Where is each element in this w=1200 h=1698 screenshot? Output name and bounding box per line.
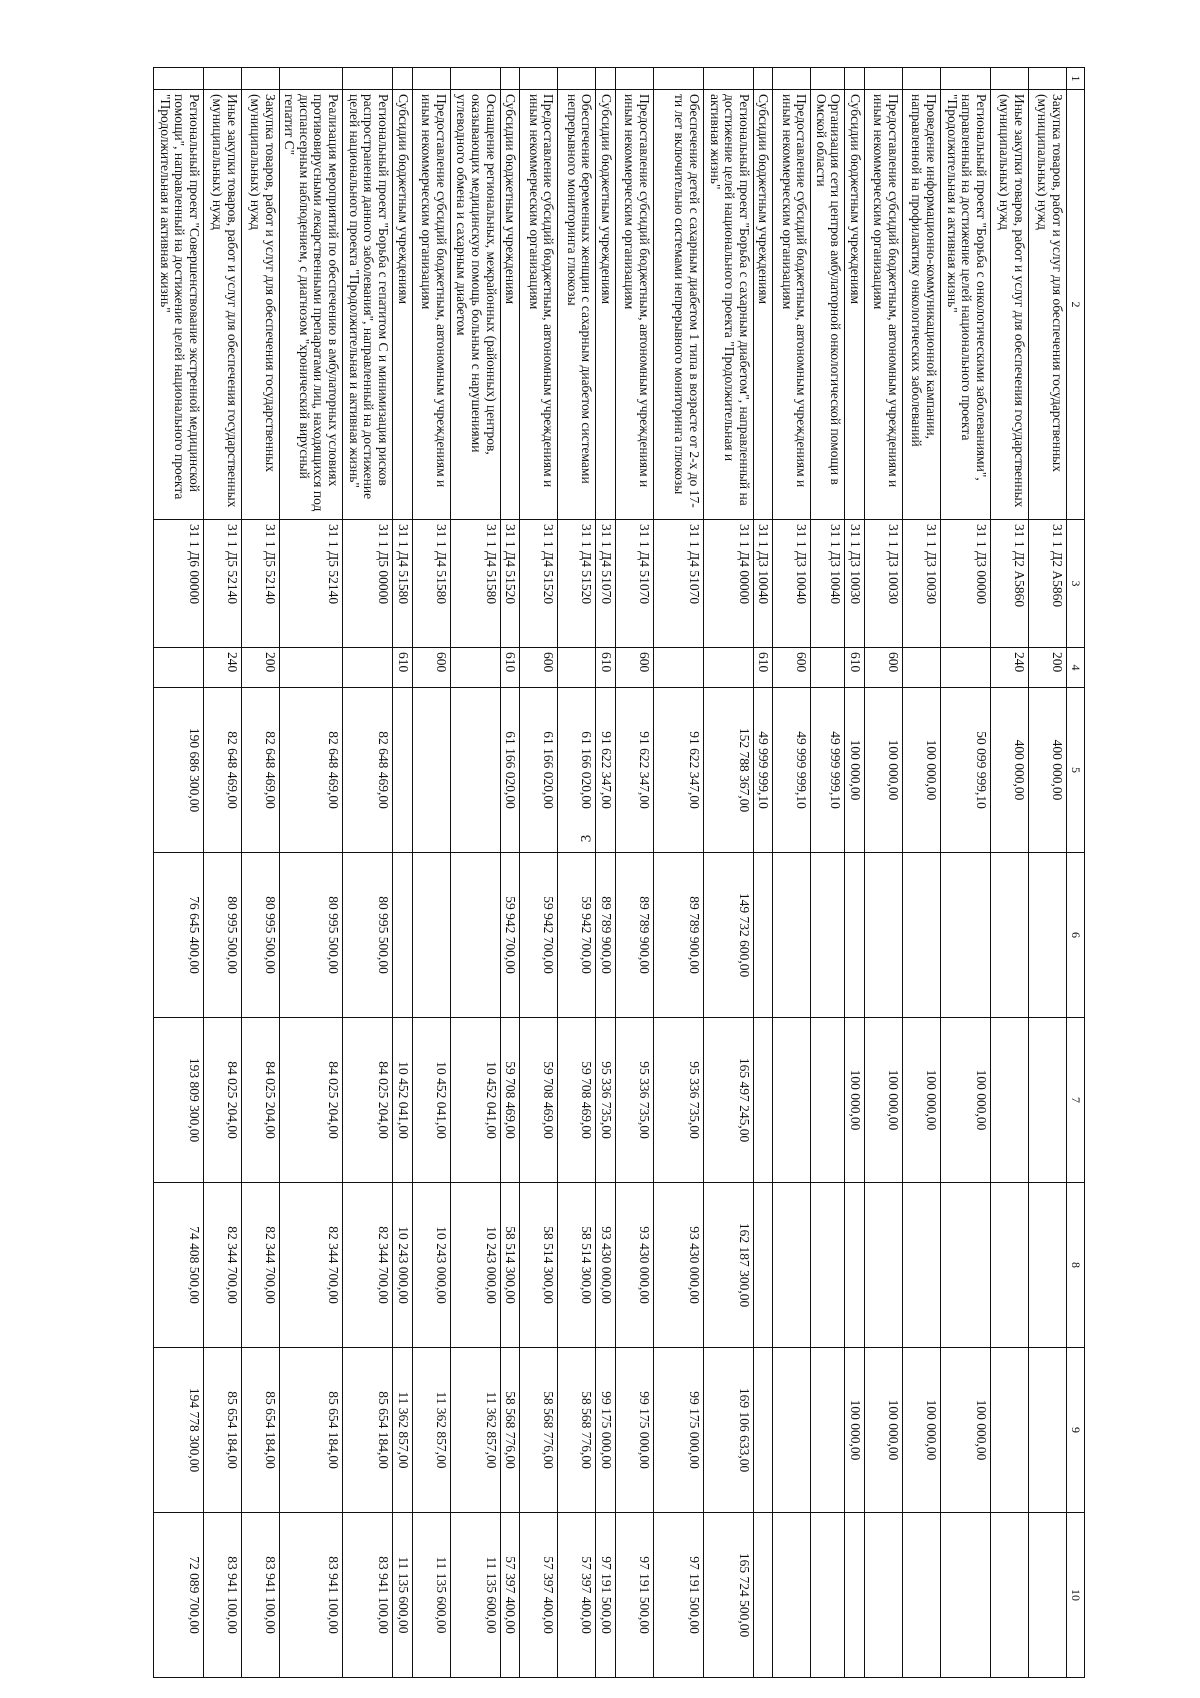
table-row (941, 68, 991, 1678)
classification-code: 31 1 Д4 51070 (596, 520, 616, 648)
table-row (153, 68, 203, 1678)
amount-col8: 58 514 300,00 (520, 1183, 558, 1348)
amount-col8: 10 243 000,00 (450, 1183, 500, 1348)
expense-type-code (903, 648, 941, 688)
classification-code: 31 1 Д3 10040 (773, 520, 811, 648)
classification-code: 31 1 Д2 А5860 (1029, 520, 1067, 648)
table-row (343, 68, 393, 1678)
amount-col9: 11 362 857,00 (412, 1348, 450, 1513)
amount-col6 (393, 853, 413, 1018)
expense-type-code: 600 (412, 648, 450, 688)
table-row (596, 68, 616, 1678)
amount-col9 (991, 1348, 1029, 1513)
amount-col6: 76 645 400,00 (153, 853, 203, 1018)
amount-col7: 84 025 204,00 (203, 1018, 241, 1183)
table-row (865, 68, 903, 1678)
amount-col10 (845, 1513, 865, 1678)
table-row (773, 68, 811, 1678)
table-row (520, 68, 558, 1678)
amount-col7: 165 497 245,00 (703, 1018, 753, 1183)
item-name: Предоставление субсидий бюджетным, автономным учреждениям и иным некоммерческим организациям (412, 90, 450, 520)
amount-col5: 82 648 469,00 (279, 688, 342, 853)
expense-type-code: 610 (596, 648, 616, 688)
row-number-cell (500, 68, 520, 90)
amount-col7: 84 025 204,00 (241, 1018, 279, 1183)
amount-col6: 59 942 700,00 (500, 853, 520, 1018)
amount-col6 (991, 853, 1029, 1018)
expense-type-code (941, 648, 991, 688)
amount-col9 (811, 1348, 845, 1513)
amount-col9 (1029, 1348, 1067, 1513)
table-row (500, 68, 520, 1678)
amount-col10: 97 191 500,00 (615, 1513, 653, 1678)
expense-type-code: 600 (773, 648, 811, 688)
classification-code: 31 1 Д6 00000 (153, 520, 203, 648)
column-number: 6 (1067, 853, 1085, 1018)
amount-col7: 59 708 469,00 (500, 1018, 520, 1183)
item-name: Субсидии бюджетным учреждениям (393, 90, 413, 520)
classification-code: 31 1 Д4 51070 (653, 520, 703, 648)
amount-col7: 10 452 041,00 (450, 1018, 500, 1183)
column-number: 4 (1067, 648, 1085, 688)
amount-col7 (753, 1018, 773, 1183)
row-number-cell (203, 68, 241, 90)
amount-col10 (1029, 1513, 1067, 1678)
column-number-header (1067, 68, 1085, 1678)
expense-type-code (703, 648, 753, 688)
classification-code: 31 1 Д3 10030 (845, 520, 865, 648)
amount-col5 (412, 688, 450, 853)
amount-col5: 82 648 469,00 (241, 688, 279, 853)
amount-col8: 162 187 300,00 (703, 1183, 753, 1348)
amount-col8 (753, 1183, 773, 1348)
item-name: Региональный проект "Борьба с сахарным диабетом", направленный на достижение целей национального проекта "Продолжительная и активная жизнь" (703, 90, 753, 520)
item-name: Субсидии бюджетным учреждениям (753, 90, 773, 520)
amount-col10 (941, 1513, 991, 1678)
amount-col9: 58 568 776,00 (500, 1348, 520, 1513)
rotated-table-container (75, 67, 1085, 1677)
classification-code: 31 1 Д4 51580 (450, 520, 500, 648)
amount-col6 (753, 853, 773, 1018)
amount-col10 (753, 1513, 773, 1678)
amount-col10 (903, 1513, 941, 1678)
table-row (279, 68, 342, 1678)
classification-code: 31 1 Д4 51520 (500, 520, 520, 648)
amount-col5: 61 166 020,00 (558, 688, 596, 853)
row-number-cell (753, 68, 773, 90)
amount-col6: 59 942 700,00 (520, 853, 558, 1018)
expense-type-code (811, 648, 845, 688)
amount-col7 (811, 1018, 845, 1183)
amount-col9: 100 000,00 (845, 1348, 865, 1513)
expense-type-code: 610 (500, 648, 520, 688)
amount-col6: 89 789 900,00 (615, 853, 653, 1018)
row-number-cell (703, 68, 753, 90)
amount-col10 (865, 1513, 903, 1678)
expense-type-code: 610 (393, 648, 413, 688)
classification-code: 31 1 Д5 52140 (203, 520, 241, 648)
table-row (811, 68, 845, 1678)
amount-col8: 93 430 000,00 (596, 1183, 616, 1348)
amount-col6: 59 942 700,00 (558, 853, 596, 1018)
amount-col10: 97 191 500,00 (653, 1513, 703, 1678)
expense-type-code (343, 648, 393, 688)
expense-type-code: 600 (520, 648, 558, 688)
amount-col8 (941, 1183, 991, 1348)
amount-col10: 57 397 400,00 (558, 1513, 596, 1678)
row-number-cell (845, 68, 865, 90)
item-name: Организация сети центров амбулаторной онкологической помощи в Омской области (811, 90, 845, 520)
amount-col6 (773, 853, 811, 1018)
table-row (903, 68, 941, 1678)
item-name: Иные закупки товаров, работ и услуг для обеспечения государственных (муниципальных) нужд (203, 90, 241, 520)
amount-col6 (865, 853, 903, 1018)
item-name: Региональный проект "Совершенствование экстренной медицинской помощи", направленный на достижение целей национального проекта "Продолжительная и активная жизнь" (153, 90, 203, 520)
column-number: 3 (1067, 520, 1085, 648)
amount-col5 (393, 688, 413, 853)
item-name: Проведение информационно-коммуникационной кампании, направленной на профилактику онкологических заболеваний (903, 90, 941, 520)
item-name: Закупка товаров, работ и услуг для обеспечения государственных (муниципальных) нужд (1029, 90, 1067, 520)
item-name: Обеспечение беременных женщин с сахарным диабетом системами непрерывного мониторинга глюкозы (558, 90, 596, 520)
row-number-cell (153, 68, 203, 90)
amount-col5: 49 999 999,10 (773, 688, 811, 853)
amount-col7: 193 809 300,00 (153, 1018, 203, 1183)
amount-col8: 82 344 700,00 (279, 1183, 342, 1348)
expense-type-code: 200 (241, 648, 279, 688)
amount-col6: 89 789 900,00 (596, 853, 616, 1018)
amount-col5 (450, 688, 500, 853)
amount-col8: 82 344 700,00 (241, 1183, 279, 1348)
item-name: Предоставление субсидий бюджетным, автономным учреждениям и иным некоммерческим организациям (615, 90, 653, 520)
amount-col7: 59 708 469,00 (520, 1018, 558, 1183)
amount-col9: 100 000,00 (903, 1348, 941, 1513)
classification-code: 31 1 Д4 51070 (615, 520, 653, 648)
amount-col10: 83 941 100,00 (241, 1513, 279, 1678)
amount-col8: 93 430 000,00 (615, 1183, 653, 1348)
amount-col7: 100 000,00 (865, 1018, 903, 1183)
amount-col10: 57 397 400,00 (500, 1513, 520, 1678)
table-row (241, 68, 279, 1678)
table-row (412, 68, 450, 1678)
amount-col8: 10 243 000,00 (412, 1183, 450, 1348)
table-row (558, 68, 596, 1678)
classification-code: 31 1 Д5 52140 (279, 520, 342, 648)
classification-code: 31 1 Д4 51520 (520, 520, 558, 648)
amount-col10: 57 397 400,00 (520, 1513, 558, 1678)
column-number: 9 (1067, 1348, 1085, 1513)
item-name: Иные закупки товаров, работ и услуг для обеспечения государственных (муниципальных) нужд (991, 90, 1029, 520)
table-row (203, 68, 241, 1678)
amount-col9: 99 175 000,00 (596, 1348, 616, 1513)
amount-col8 (865, 1183, 903, 1348)
amount-col5: 400 000,00 (1029, 688, 1067, 853)
item-name: Предоставление субсидий бюджетным, автономным учреждениям и иным некоммерческим организациям (773, 90, 811, 520)
amount-col9: 100 000,00 (865, 1348, 903, 1513)
amount-col9 (753, 1348, 773, 1513)
item-name: Реализация мероприятий по обеспечению в амбулаторных условиях противовирусными лекарственными препаратами лиц, находящихся под диспансерным наблюдением, с диагнозом "хронический вирусный гепатит С" (279, 90, 342, 520)
amount-col9: 99 175 000,00 (615, 1348, 653, 1513)
row-number-cell (450, 68, 500, 90)
amount-col9: 85 654 184,00 (343, 1348, 393, 1513)
amount-col6 (941, 853, 991, 1018)
amount-col10 (991, 1513, 1029, 1678)
amount-col10: 83 941 100,00 (279, 1513, 342, 1678)
table-row (1029, 68, 1067, 1678)
table-body (153, 68, 1066, 1678)
row-number-cell (520, 68, 558, 90)
amount-col10 (811, 1513, 845, 1678)
amount-col10: 165 724 500,00 (703, 1513, 753, 1678)
amount-col7: 95 336 735,00 (615, 1018, 653, 1183)
amount-col9: 100 000,00 (941, 1348, 991, 1513)
amount-col9: 58 568 776,00 (558, 1348, 596, 1513)
amount-col7 (991, 1018, 1029, 1183)
table-row (991, 68, 1029, 1678)
row-number-cell (393, 68, 413, 90)
amount-col9: 85 654 184,00 (279, 1348, 342, 1513)
amount-col8 (811, 1183, 845, 1348)
table-row (845, 68, 865, 1678)
item-name: Субсидии бюджетным учреждениям (596, 90, 616, 520)
column-number: 5 (1067, 688, 1085, 853)
amount-col7: 84 025 204,00 (343, 1018, 393, 1183)
amount-col9: 11 362 857,00 (450, 1348, 500, 1513)
expense-type-code: 240 (203, 648, 241, 688)
amount-col7: 84 025 204,00 (279, 1018, 342, 1183)
table-row (450, 68, 500, 1678)
amount-col8 (845, 1183, 865, 1348)
amount-col9: 85 654 184,00 (203, 1348, 241, 1513)
classification-code: 31 1 Д3 10030 (903, 520, 941, 648)
amount-col7 (1029, 1018, 1067, 1183)
amount-col6 (903, 853, 941, 1018)
expense-type-code (279, 648, 342, 688)
amount-col8 (903, 1183, 941, 1348)
amount-col5: 82 648 469,00 (343, 688, 393, 853)
amount-col10: 11 135 600,00 (393, 1513, 413, 1678)
table-row (393, 68, 413, 1678)
row-number-cell (558, 68, 596, 90)
amount-col7: 10 452 041,00 (412, 1018, 450, 1183)
amount-col10: 83 941 100,00 (343, 1513, 393, 1678)
amount-col5: 400 000,00 (991, 688, 1029, 853)
column-number: 1 (1067, 68, 1085, 90)
amount-col8: 10 243 000,00 (393, 1183, 413, 1348)
amount-col9: 169 106 633,00 (703, 1348, 753, 1513)
amount-col6: 80 995 500,00 (203, 853, 241, 1018)
column-number: 7 (1067, 1018, 1085, 1183)
amount-col5: 190 686 300,00 (153, 688, 203, 853)
amount-col6 (811, 853, 845, 1018)
expense-type-code (153, 648, 203, 688)
classification-code: 31 1 Д3 00000 (941, 520, 991, 648)
amount-col8: 82 344 700,00 (203, 1183, 241, 1348)
amount-col8: 58 514 300,00 (500, 1183, 520, 1348)
amount-col9: 11 362 857,00 (393, 1348, 413, 1513)
amount-col6 (412, 853, 450, 1018)
amount-col9: 194 778 300,00 (153, 1348, 203, 1513)
amount-col9: 58 568 776,00 (520, 1348, 558, 1513)
row-number-cell (241, 68, 279, 90)
row-number-cell (903, 68, 941, 90)
expense-type-code: 610 (753, 648, 773, 688)
amount-col5: 100 000,00 (865, 688, 903, 853)
item-name: Обеспечение детей с сахарным диабетом 1 типа в возрасте от 2-х до 17-ти лет включительно системами непрерывного мониторинга глюкозы (653, 90, 703, 520)
amount-col10: 72 089 700,00 (153, 1513, 203, 1678)
amount-col5: 61 166 020,00 (500, 688, 520, 853)
amount-col8: 58 514 300,00 (558, 1183, 596, 1348)
row-number-cell (279, 68, 342, 90)
amount-col7: 10 452 041,00 (393, 1018, 413, 1183)
amount-col7: 95 336 735,00 (596, 1018, 616, 1183)
classification-code: 31 1 Д5 00000 (343, 520, 393, 648)
amount-col7: 100 000,00 (941, 1018, 991, 1183)
item-name: Закупка товаров, работ и услуг для обеспечения государственных (муниципальных) нужд (241, 90, 279, 520)
classification-code: 31 1 Д4 51580 (393, 520, 413, 648)
amount-col5: 61 166 020,00 (520, 688, 558, 853)
amount-col9 (773, 1348, 811, 1513)
classification-code: 31 1 Д4 51580 (412, 520, 450, 648)
item-name: Предоставление субсидий бюджетным, автономным учреждениям и иным некоммерческим организациям (520, 90, 558, 520)
amount-col5: 50 099 999,10 (941, 688, 991, 853)
amount-col8 (773, 1183, 811, 1348)
item-name: Оснащение региональных, межрайонных (районных) центров, оказывающих медицинскую помощь больным с нарушениями углеводного обмена и сахарным диабетом (450, 90, 500, 520)
row-number-cell (865, 68, 903, 90)
amount-col9: 99 175 000,00 (653, 1348, 703, 1513)
item-name: Региональный проект "Борьба с гепатитом С и минимизация рисков распространения данного заболевания", направленный на достижение целей национального проекта "Продолжительная и активная жизнь" (343, 90, 393, 520)
amount-col7: 95 336 735,00 (653, 1018, 703, 1183)
item-name: Региональный проект "Борьба с онкологическими заболеваниями", направленный на достижение целей национального проекта "Продолжительная и активная жизнь" (941, 90, 991, 520)
expense-type-code (450, 648, 500, 688)
row-number-cell (615, 68, 653, 90)
amount-col5: 82 648 469,00 (203, 688, 241, 853)
amount-col6: 80 995 500,00 (279, 853, 342, 1018)
amount-col5: 100 000,00 (845, 688, 865, 853)
row-number-cell (596, 68, 616, 90)
amount-col5: 91 622 347,00 (653, 688, 703, 853)
classification-code: 31 1 Д4 00000 (703, 520, 753, 648)
amount-col5: 91 622 347,00 (596, 688, 616, 853)
classification-code: 31 1 Д5 52140 (241, 520, 279, 648)
expense-type-code: 200 (1029, 648, 1067, 688)
classification-code: 31 1 Д2 А5860 (991, 520, 1029, 648)
classification-code: 31 1 Д3 10040 (753, 520, 773, 648)
amount-col5: 152 788 367,00 (703, 688, 753, 853)
amount-col6 (1029, 853, 1067, 1018)
amount-col8: 93 430 000,00 (653, 1183, 703, 1348)
row-number-cell (991, 68, 1029, 90)
amount-col10: 11 135 600,00 (450, 1513, 500, 1678)
amount-col10: 97 191 500,00 (596, 1513, 616, 1678)
classification-code: 31 1 Д3 10040 (811, 520, 845, 648)
amount-col8: 82 344 700,00 (343, 1183, 393, 1348)
amount-col7: 59 708 469,00 (558, 1018, 596, 1183)
expense-type-code: 240 (991, 648, 1029, 688)
budget-table (153, 67, 1085, 1678)
amount-col6: 89 789 900,00 (653, 853, 703, 1018)
amount-col7: 100 000,00 (903, 1018, 941, 1183)
amount-col5: 100 000,00 (903, 688, 941, 853)
expense-type-code: 600 (865, 648, 903, 688)
row-number-cell (773, 68, 811, 90)
expense-type-code: 610 (845, 648, 865, 688)
table-row (703, 68, 753, 1678)
amount-col10: 11 135 600,00 (412, 1513, 450, 1678)
item-name: Субсидии бюджетным учреждениям (845, 90, 865, 520)
table-row (615, 68, 653, 1678)
page-number: 3 (578, 834, 595, 843)
expense-type-code: 600 (615, 648, 653, 688)
expense-type-code (653, 648, 703, 688)
amount-col10: 83 941 100,00 (203, 1513, 241, 1678)
amount-col9: 85 654 184,00 (241, 1348, 279, 1513)
row-number-cell (1029, 68, 1067, 90)
table-row (753, 68, 773, 1678)
amount-col8 (991, 1183, 1029, 1348)
classification-code: 31 1 Д4 51520 (558, 520, 596, 648)
amount-col10 (773, 1513, 811, 1678)
amount-col8: 74 408 500,00 (153, 1183, 203, 1348)
row-number-cell (653, 68, 703, 90)
amount-col5: 49 999 999,10 (811, 688, 845, 853)
classification-code: 31 1 Д3 10030 (865, 520, 903, 648)
amount-col6 (450, 853, 500, 1018)
amount-col6: 80 995 500,00 (241, 853, 279, 1018)
row-number-cell (811, 68, 845, 90)
column-number: 2 (1067, 90, 1085, 520)
expense-type-code (558, 648, 596, 688)
column-number: 10 (1067, 1513, 1085, 1678)
item-name: Предоставление субсидий бюджетным, автономным учреждениям и иным некоммерческим организациям (865, 90, 903, 520)
row-number-cell (412, 68, 450, 90)
amount-col7: 100 000,00 (845, 1018, 865, 1183)
amount-col8 (1029, 1183, 1067, 1348)
amount-col5: 49 999 999,10 (753, 688, 773, 853)
column-number: 8 (1067, 1183, 1085, 1348)
row-number-cell (343, 68, 393, 90)
table-row (653, 68, 703, 1678)
item-name: Субсидии бюджетным учреждениям (500, 90, 520, 520)
row-number-cell (941, 68, 991, 90)
amount-col5: 91 622 347,00 (615, 688, 653, 853)
amount-col7 (773, 1018, 811, 1183)
amount-col6 (845, 853, 865, 1018)
amount-col6: 149 732 600,00 (703, 853, 753, 1018)
amount-col6: 80 995 500,00 (343, 853, 393, 1018)
